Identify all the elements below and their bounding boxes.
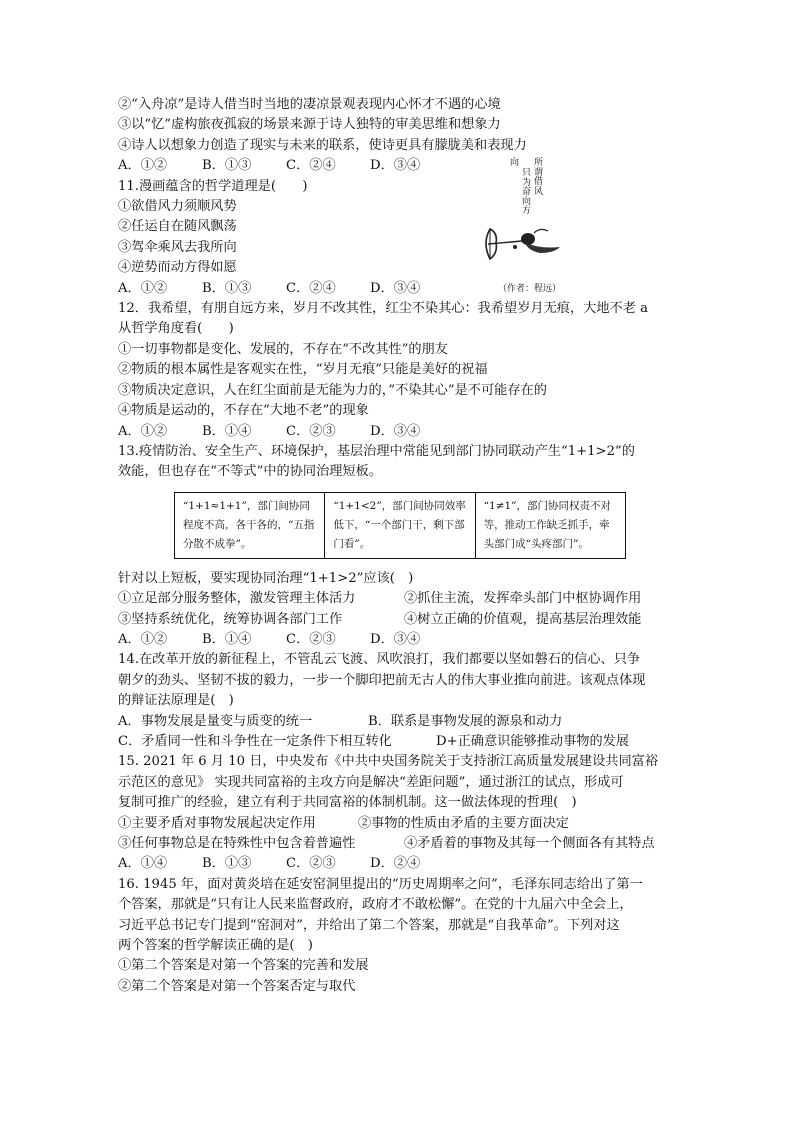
q10-option-b[interactable]: B．①③ xyxy=(202,158,252,174)
q14-stem-line-2: 朝夕的劲头、坚韧不拔的毅力，一步一个脚印把前无古人的伟大事业推向前进。该观点体现 xyxy=(118,672,646,688)
q10-statement-4: ④诗人以想象力创造了现实与未来的联系，使诗更具有朦胧美和表现力 xyxy=(118,137,527,153)
q16-stem-line-3: 习近平总书记专门提到“窑洞对”，并给出了第二个答案，那就是“自我革命”。下列对这 xyxy=(118,917,620,933)
q14-options-row-2 xyxy=(118,732,678,752)
q13-stem-line-1: 13.疫情防治、安全生产、环境保护，基层治理中常能见到部门协同联动产生“1+1>2”的 xyxy=(118,443,635,459)
q10-option-d[interactable]: D．③④ xyxy=(370,158,421,174)
q12-statement-4: ④物质是运动的，不存在“大地不老”的现象 xyxy=(118,403,369,419)
cartoon-glyph: 借 xyxy=(534,177,544,187)
q11-statement-4: ④逆势而动方得如愿 xyxy=(118,260,237,276)
q16-statement-2: ②第二个答案是对第一个答案否定与取代 xyxy=(118,978,356,994)
q15-statement-4: ④矛盾着的事物及其每一个侧面各有其特点 xyxy=(404,836,655,851)
q11-cartoon xyxy=(468,157,588,297)
q10-option-c[interactable]: C．②④ xyxy=(286,158,336,174)
q15-stem-line-2: 示范区的意见》 实现共同富裕的主攻方向是解决“差距问题”，通过浙江的试点，形成可 xyxy=(118,774,624,790)
q15-stem-line-1: 15. 2021 年 6 月 10 日，中央发布《中共中央国务院关于支持浙江高质量发展建设共同富裕 xyxy=(118,754,659,770)
q11-statement-2: ②任运自在随风飘荡 xyxy=(118,219,237,235)
q16-stem-line-1: 16. 1945 年，面对黄炎培在延安窑洞里提出的“历史周期率之问”，毛泽东同志给出了第一 xyxy=(118,876,643,892)
q13-option-a[interactable]: A．①② xyxy=(118,631,168,647)
q13-question: 针对以上短板，要实现协同治理“1+1>2”应该( ) xyxy=(118,570,414,586)
q16-stem-line-2: 个答案，那就是“只有让人民来监督政府，政府才不敢松懈”。在党的十九届六中全会上， xyxy=(118,897,633,913)
q15-option-d[interactable]: D．②④ xyxy=(370,856,421,872)
q13-option-b[interactable]: B．①④ xyxy=(202,631,252,647)
q11-stem: 11.漫画蕴含的哲学道理是( ) xyxy=(118,178,308,194)
cartoon-caption: （作者：程远） xyxy=(498,284,562,294)
q15-options xyxy=(118,854,678,874)
q10-statement-3: ③以“忆”虚构旅夜孤寂的场景来源于诗人独特的审美思维和想象力 xyxy=(118,117,501,133)
q11-statement-3: ③驾伞乘风去我所向 xyxy=(118,239,237,255)
q14-option-c[interactable]: C．矛盾同一性和斗争性在一定条件下相互转化 xyxy=(118,733,392,749)
q13-table-cell-2: “1+1<2”，部门间协同效率低下，“一个部门干，剩下部门看”。 xyxy=(325,492,475,558)
q10-options xyxy=(118,156,678,176)
q15-option-b[interactable]: B．①③ xyxy=(202,856,252,872)
q14-option-b[interactable]: B．联系是事物发展的源泉和动力 xyxy=(368,713,563,729)
q12-options xyxy=(118,422,678,442)
q11-option-c[interactable]: C．②④ xyxy=(286,280,336,296)
exam-page xyxy=(118,95,678,997)
q14-stem-line-3: 的辩证法原理是( ) xyxy=(118,693,234,709)
q14-option-d[interactable]: D+正确意识能够推动事物的发展 xyxy=(436,733,630,749)
q12-statement-3: ③物质决定意识，人在红尘面前是无能为力的，”不染其心”是不可能存在的 xyxy=(118,382,547,398)
q11-option-b[interactable]: B．①③ xyxy=(202,280,252,296)
cartoon-glyph: 所 xyxy=(534,158,544,168)
q12-stem-line-2: 从哲学角度看( ) xyxy=(118,321,234,337)
q14-options-row-1 xyxy=(118,712,678,732)
q13-statement-3: ③坚持系统优化，统筹协调各部门工作 xyxy=(118,611,343,627)
q15-statements-row-1 xyxy=(118,814,678,834)
q13-statement-2: ②抓住主流，发挥牵头部门中枢协调作用 xyxy=(404,591,642,607)
q14-stem-line-1: 14.在改革开放的新征程上，不管乱云飞渡、风吹浪打，我们都要以坚如磐石的信心、只争 xyxy=(118,652,641,668)
q13-table-cell-1: “1+1≈1+1”，部门间协同程度不高，各干各的，“五指分散不成拳”。 xyxy=(175,492,325,558)
cartoon-glyph: 向 xyxy=(510,158,520,168)
q15-stem-line-3: 复制可推广的经验，建立有利于共同富裕的体制机制。这一做法体现的哲理( ) xyxy=(118,795,577,811)
q12-option-d[interactable]: D．③④ xyxy=(370,423,421,439)
q13-statement-4: ④树立正确的价值观，提高基层治理效能 xyxy=(404,611,642,627)
q15-statements-row-2 xyxy=(118,834,678,854)
q15-statement-1: ①主要矛盾对事物发展起决定作用 xyxy=(118,815,316,831)
cartoon-text xyxy=(510,159,543,217)
q12-option-b[interactable]: B．①④ xyxy=(202,423,252,439)
cartoon-glyph: 只 xyxy=(522,168,532,178)
q13-statement-1: ①立足部分服务整体，激发管理主体活力 xyxy=(118,591,356,607)
q12-option-c[interactable]: C．②③ xyxy=(286,423,336,439)
q10-option-a[interactable]: A．①② xyxy=(118,158,168,174)
q13-table-wrap xyxy=(174,492,678,559)
q15-statement-3: ③任何事物总是在特殊性中包含着普遍性 xyxy=(118,836,356,851)
q13-statements-row-2 xyxy=(118,610,678,630)
q12-option-a[interactable]: A．①② xyxy=(118,423,168,439)
q12-statement-1: ①一切事物都是变化、发展的，不存在“不改其性”的朋友 xyxy=(118,341,448,357)
q13-stem-line-2: 效能，但也存在“不等式”中的协同治理短板。 xyxy=(118,464,383,480)
cartoon-text-column xyxy=(534,159,543,217)
q13-statements-row-1 xyxy=(118,589,678,609)
cartoon-text-column xyxy=(510,159,519,217)
cartoon-glyph: 向 xyxy=(522,196,532,207)
cartoon-text-column xyxy=(522,169,531,217)
q12-stem-line-1: 12．我希望，有朋自远方来，岁月不改其性，红尘不染其心：我希望岁月无痕，大地不老 a xyxy=(118,301,648,317)
cartoon-glyph: 风 xyxy=(534,186,544,197)
q13-options xyxy=(118,630,678,650)
q16-stem-line-4: 两个答案的哲学解读正确的是( ) xyxy=(118,938,313,954)
q11-option-d[interactable]: D．③④ xyxy=(370,280,421,296)
q13-table-cell-3: “1≠1”，部门协同权责不对等，推动工作缺乏抓手，牵头部门成“头疼部门”。 xyxy=(475,492,625,558)
cartoon-glyph: 谓 xyxy=(534,167,544,178)
q14-option-a[interactable]: A．事物发展是量变与质变的统一 xyxy=(118,713,313,729)
q13-option-d[interactable]: D．③④ xyxy=(370,631,421,647)
q12-statement-2: ②物质的根本属性是客观实在性，“岁月无痕”只能是美好的祝福 xyxy=(118,362,488,378)
q11-statement-1: ①欲借风力须顺风势 xyxy=(118,199,237,215)
q16-statement-1: ①第二个答案是对第一个答案的完善和发展 xyxy=(118,958,369,974)
cartoon-glyph: 方 xyxy=(522,206,532,216)
q11-option-a[interactable]: A．①② xyxy=(118,280,168,296)
q15-statement-2: ②事物的性质由矛盾的主要方面决定 xyxy=(358,815,569,831)
q10-statement-2: ②“入舟凉”是诗人借当时当地的凄凉景观表现内心怀才不遇的心境 xyxy=(118,97,501,112)
q11-options xyxy=(118,279,678,299)
q15-option-c[interactable]: C．②③ xyxy=(286,856,336,872)
q13-table xyxy=(174,492,626,559)
q15-option-a[interactable]: A．①④ xyxy=(118,856,168,872)
cartoon-glyph: 奋 xyxy=(522,187,532,197)
q13-option-c[interactable]: C．②③ xyxy=(286,631,336,647)
cartoon-glyph: 为 xyxy=(522,177,532,188)
